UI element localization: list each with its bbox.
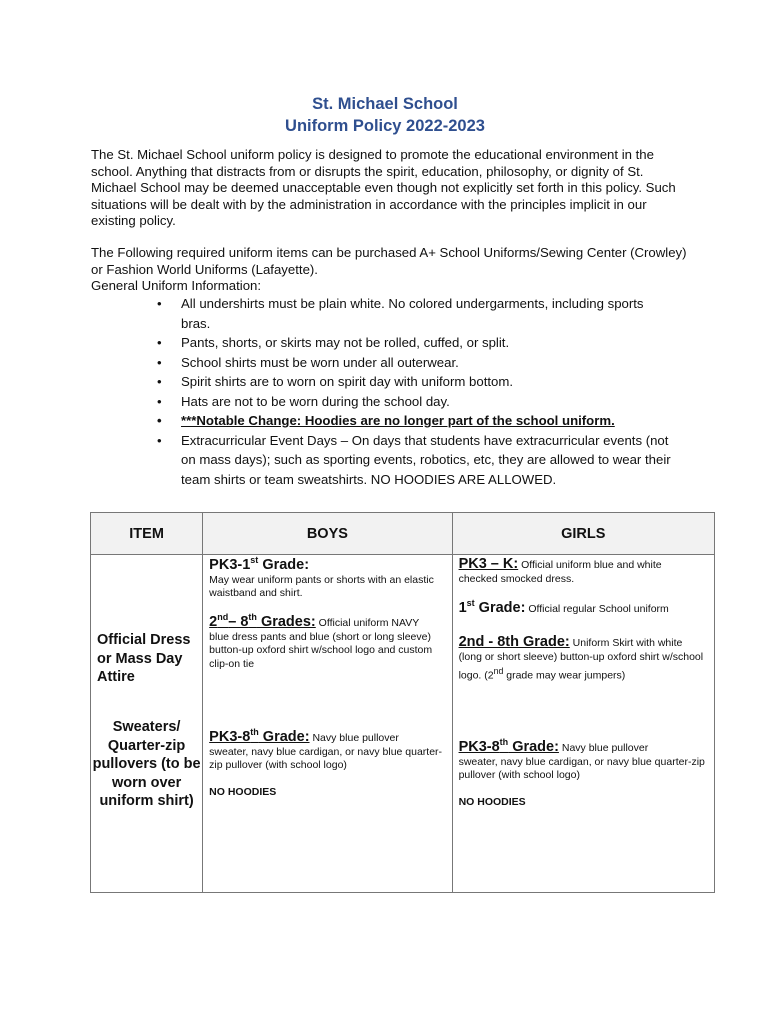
rule-item: • Pants, shorts, or skirts may not be rolled, cuffed, or split. — [0, 333, 671, 353]
girls-grade-1-inline: Official regular School uniform — [525, 602, 669, 615]
girls-pk3-k-inline: Official uniform blue and white — [518, 559, 662, 571]
header-item: ITEM — [91, 513, 203, 555]
girls-pk3-k-heading: PK3 – K: — [458, 556, 519, 572]
uniform-table — [90, 512, 715, 893]
girls-2-8-inline: Uniform Skirt with white — [569, 637, 683, 649]
rule-item: • School shirts must be worn under all outerwear. — [0, 353, 671, 373]
boys-pk3-1-text: May wear uniform pants or shorts with an elastic waistband and shirt. — [209, 573, 434, 600]
girls-pk3-k-text: checked smocked dress. — [458, 573, 575, 585]
boys-grade-2-8 — [209, 612, 446, 671]
boys-2-8-heading: 2nd– 8th Grades: — [209, 612, 316, 630]
header-boys: BOYS — [203, 513, 452, 555]
school-name: St. Michael School — [312, 95, 458, 113]
girls-2-8-text: (long or short sleeve) button-up oxford shirt w/school logo. (2nd grade may wear jumpers) — [458, 651, 704, 681]
table-header-row — [91, 513, 715, 555]
intro-paragraph: The St. Michael School uniform policy is designed to promote the educational environment in the school. Anything that distracts from or disrupts the spirit, education, philosophy, or dignity of St. Michael School may be deemed unacceptable even though not explicitly set forth in this policy. Such situations will be dealt with by the administration in accordance with the principles implicit in our existing policy. — [91, 147, 676, 228]
boys-pk3-8-text: sweater, navy blue cardigan, or navy blue quarter-zip pullover (with school logo) — [209, 745, 443, 772]
boys-pk3-8-inline: Navy blue pullover — [309, 731, 399, 744]
girls-grade-1-heading: 1st Grade: — [458, 598, 526, 616]
rule-item: • Extracurricular Event Days – On days that students have extracurricular events (not on mass days); such as sporting events, robotics, etc, they are allowed to wear their team shirts or team sweatshirts. NO HOODIES ARE ALLOWED. — [0, 431, 671, 490]
policy-title: Uniform Policy 2022-2023 — [285, 117, 485, 135]
girls-grade-pk3-k — [459, 555, 709, 587]
girls-2-8-heading: 2nd - 8th Grade: — [458, 634, 570, 650]
girls-grade-pk3-8 — [459, 737, 709, 808]
item-cell — [91, 555, 203, 893]
boys-pk3-8-heading: PK3-8th Grade: — [209, 727, 310, 745]
rules-list — [0, 294, 700, 489]
boys-no-hoodies: NO HOODIES — [209, 785, 277, 798]
item-dress-label: Official Dress or Mass Day Attire — [97, 632, 191, 685]
boys-grade-pk3-1 — [209, 555, 446, 601]
girls-pk3-8-heading: PK3-8th Grade: — [458, 737, 559, 755]
rule-item-notable-change: • ***Notable Change: Hoodies are no longer part of the school uniform. — [0, 411, 671, 431]
girls-pk3-8-text: sweater, navy blue cardigan, or navy blue quarter-zip pullover (with school logo) — [458, 755, 705, 782]
girls-cell — [452, 555, 714, 893]
boys-2-8-text: blue dress pants and blue (short or long sleeve) button-up oxford shirt w/school logo and custom clip-on tie — [209, 630, 433, 670]
header-girls: GIRLS — [452, 513, 714, 555]
girls-grade-1 — [459, 598, 709, 617]
boys-cell — [203, 555, 452, 893]
girls-no-hoodies: NO HOODIES — [458, 795, 526, 808]
rule-item: • Spirit shirts are to worn on spirit day with uniform bottom. — [0, 372, 671, 392]
table-row — [91, 555, 715, 893]
boys-pk3-1-heading: PK3-1st Grade: — [209, 555, 310, 573]
boys-grade-pk3-8 — [209, 727, 446, 798]
purchase-section — [91, 245, 691, 295]
rule-item: • All undershirts must be plain white. No colored undergarments, including sports bras. — [0, 294, 671, 333]
rule-item: • Hats are not to be worn during the school day. — [0, 392, 671, 412]
girls-pk3-8-inline: Navy blue pullover — [558, 741, 649, 754]
general-heading: General Uniform Information: — [91, 278, 262, 293]
item-sweaters-label: Sweaters/ Quarter-zip pullovers (to be worn over uniform shirt) — [92, 719, 201, 809]
boys-2-8-inline: Official uniform NAVY — [315, 616, 420, 629]
purchase-paragraph: The Following required uniform items can be purchased A+ School Uniforms/Sewing Center (Crowley) or Fashion World Uniforms (Lafayette). — [91, 245, 687, 277]
girls-grade-2-8 — [459, 633, 709, 683]
